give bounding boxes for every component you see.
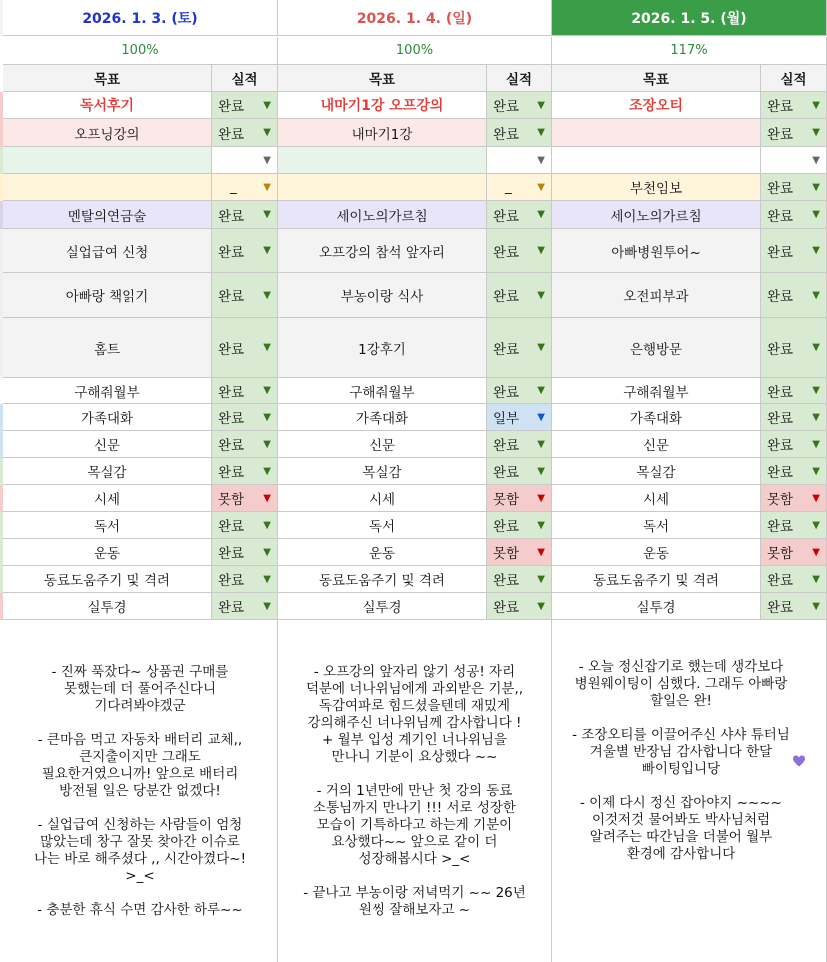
goal-text: 구해줘월부 (74, 384, 140, 401)
result-dropdown[interactable] (761, 539, 827, 566)
goal-cell[interactable] (278, 593, 487, 620)
goal-text: 동료도움주기 및 격려 (44, 573, 170, 589)
result-text: 못함 (767, 546, 794, 562)
goal-cell[interactable] (3, 318, 212, 378)
result-text: _ (505, 179, 512, 195)
goal-cell[interactable] (278, 174, 487, 201)
goal-cell[interactable] (552, 92, 761, 119)
result-column-header (212, 65, 278, 92)
dropdown-arrow-icon[interactable]: ▼ (537, 492, 545, 504)
goal-text: 시세 (93, 492, 121, 508)
result-dropdown[interactable] (487, 318, 552, 378)
goal-cell[interactable] (552, 201, 761, 229)
goal-cell[interactable] (278, 512, 487, 539)
dropdown-arrow-icon[interactable]: ▼ (263, 289, 271, 301)
dropdown-arrow-icon[interactable]: ▼ (263, 492, 271, 504)
result-text: 완료 (218, 546, 245, 562)
goal-text: 운동 (93, 546, 121, 562)
dropdown-arrow-icon[interactable]: ▼ (263, 245, 271, 256)
dropdown-arrow-icon[interactable]: ▼ (812, 154, 820, 166)
goal-text: 은행방문 (629, 341, 683, 358)
dropdown-arrow-icon[interactable]: ▼ (263, 519, 271, 531)
goal-cell[interactable] (3, 174, 212, 201)
result-text: 완료 (767, 208, 794, 225)
result-text: 완료 (767, 573, 794, 589)
goal-cell[interactable] (552, 273, 761, 318)
goal-text: 구해줘월부 (349, 384, 415, 401)
result-dropdown[interactable] (212, 119, 278, 147)
goal-text: 실투경 (362, 600, 402, 616)
percent-value: 100% (121, 43, 159, 58)
result-text: 완료 (493, 519, 520, 535)
dropdown-arrow-icon[interactable]: ▼ (812, 519, 820, 531)
result-text: 완료 (218, 289, 245, 305)
result-dropdown[interactable] (487, 404, 552, 431)
row-color-marker (0, 404, 3, 431)
row-color-marker (0, 119, 3, 147)
result-text: 완료 (767, 126, 794, 143)
result-dropdown[interactable] (761, 431, 827, 458)
result-dropdown[interactable] (761, 229, 827, 273)
result-text: 완료 (218, 208, 245, 225)
row-color-marker (0, 378, 3, 404)
result-dropdown[interactable] (761, 378, 827, 404)
dropdown-arrow-icon[interactable]: ▼ (537, 245, 545, 256)
row-color-marker (0, 539, 3, 566)
goal-cell[interactable] (278, 201, 487, 229)
goal-cell[interactable] (3, 201, 212, 229)
result-dropdown[interactable] (212, 593, 278, 620)
goal-text: 오전피부과 (623, 289, 689, 305)
result-dropdown[interactable] (487, 201, 552, 229)
dropdown-arrow-icon[interactable]: ▼ (812, 289, 820, 301)
goal-cell[interactable] (278, 318, 487, 378)
result-dropdown[interactable] (487, 92, 552, 119)
result-dropdown[interactable] (212, 431, 278, 458)
result-text: 완료 (218, 519, 245, 535)
result-text: 완료 (218, 244, 245, 261)
result-text: 완료 (218, 465, 245, 481)
result-dropdown[interactable] (487, 593, 552, 620)
goal-cell[interactable] (3, 566, 212, 593)
goal-text: 가족대화 (355, 411, 409, 427)
goal-cell[interactable] (552, 147, 761, 174)
goal-text: 멘탈의연금술 (67, 208, 147, 225)
goal-cell[interactable] (278, 378, 487, 404)
goal-text: 실투경 (636, 600, 676, 616)
completion-percent (552, 37, 827, 65)
goal-cell[interactable] (278, 147, 487, 174)
result-dropdown[interactable] (212, 174, 278, 201)
dropdown-arrow-icon[interactable]: ▼ (537, 600, 545, 612)
result-dropdown[interactable] (761, 318, 827, 378)
dropdown-arrow-icon[interactable]: ▼ (812, 342, 820, 353)
result-dropdown[interactable] (212, 147, 278, 174)
goal-text: 동료도움주기 및 격려 (593, 573, 719, 589)
result-text: 완료 (218, 600, 245, 616)
goal-cell[interactable] (3, 458, 212, 485)
result-dropdown[interactable] (212, 201, 278, 229)
goal-text: 목실감 (636, 465, 676, 481)
result-dropdown[interactable] (761, 566, 827, 593)
goal-cell[interactable] (552, 566, 761, 593)
dropdown-arrow-icon[interactable]: ▼ (812, 127, 820, 138)
result-text: 완료 (767, 519, 794, 535)
goal-text: 내마기1강 (351, 126, 413, 143)
result-text: 완료 (218, 384, 245, 401)
dropdown-arrow-icon[interactable]: ▼ (537, 99, 545, 111)
result-text: 완료 (493, 465, 520, 481)
row-color-marker (0, 229, 3, 273)
result-header-label: 실적 (231, 72, 258, 88)
dropdown-arrow-icon[interactable]: ▼ (263, 600, 271, 612)
goal-cell[interactable] (3, 485, 212, 512)
result-column-header (487, 65, 552, 92)
result-text: 완료 (493, 126, 520, 143)
goal-text: 독서 (642, 519, 670, 535)
heart-wrap (790, 753, 806, 770)
goal-cell[interactable] (3, 92, 212, 119)
row-color-marker (0, 318, 3, 378)
result-text: 완료 (767, 438, 794, 454)
goal-column-header (552, 65, 761, 92)
result-dropdown[interactable] (212, 566, 278, 593)
goal-text: 오프닝강의 (74, 126, 140, 143)
result-dropdown[interactable] (487, 147, 552, 174)
result-dropdown[interactable] (487, 566, 552, 593)
date-header-3[interactable] (552, 0, 827, 36)
row-color-marker (0, 485, 3, 512)
goal-cell[interactable] (552, 404, 761, 431)
goal-cell[interactable] (3, 273, 212, 318)
goal-cell[interactable] (278, 458, 487, 485)
dropdown-arrow-icon[interactable]: ▼ (537, 181, 545, 193)
result-dropdown[interactable] (487, 431, 552, 458)
goal-cell[interactable] (552, 378, 761, 404)
row-color-marker (0, 431, 3, 458)
goal-cell[interactable] (278, 404, 487, 431)
dropdown-arrow-icon[interactable]: ▼ (812, 411, 820, 423)
goal-text: 내마기1강 오프강의 (320, 98, 444, 114)
goal-cell[interactable] (278, 485, 487, 512)
result-text: 완료 (767, 465, 794, 481)
result-text: 완료 (493, 438, 520, 454)
result-text: 완료 (767, 411, 794, 427)
percent-value: 100% (395, 43, 434, 58)
goal-cell[interactable] (552, 458, 761, 485)
goal-header-label: 목표 (368, 72, 396, 88)
row-color-marker (0, 273, 3, 318)
row-color-marker (0, 201, 3, 229)
result-dropdown[interactable] (212, 485, 278, 512)
result-text: 완료 (767, 289, 794, 305)
goal-cell[interactable] (278, 119, 487, 147)
result-column-header (761, 65, 827, 92)
dropdown-arrow-icon[interactable]: ▼ (263, 127, 271, 138)
dropdown-arrow-icon[interactable]: ▼ (263, 209, 271, 220)
result-dropdown[interactable] (212, 273, 278, 318)
goal-cell[interactable] (3, 593, 212, 620)
row-color-marker (0, 593, 3, 620)
result-text: 완료 (218, 438, 245, 454)
result-text: 완료 (218, 99, 245, 115)
goal-cell[interactable] (278, 539, 487, 566)
result-dropdown[interactable] (212, 539, 278, 566)
dropdown-arrow-icon[interactable]: ▼ (812, 438, 820, 450)
dropdown-arrow-icon[interactable]: ▼ (263, 342, 271, 353)
dropdown-arrow-icon[interactable]: ▼ (812, 492, 820, 504)
goal-text: 가족대화 (629, 411, 683, 427)
date-label: 2026. 1. 5. (월) (631, 10, 747, 27)
goal-cell[interactable] (278, 431, 487, 458)
result-text: 일부 (493, 411, 520, 427)
goal-text: 아빠랑 책읽기 (65, 289, 149, 305)
date-label: 2026. 1. 4. (일) (356, 10, 473, 27)
result-dropdown[interactable] (761, 593, 827, 620)
goal-text: 운동 (368, 546, 396, 562)
goal-text: 가족대화 (80, 411, 134, 427)
dropdown-arrow-icon[interactable]: ▼ (263, 573, 271, 585)
completion-percent (278, 37, 552, 65)
result-text: 못함 (218, 492, 245, 508)
result-text: 완료 (218, 573, 245, 589)
goal-cell[interactable] (3, 539, 212, 566)
goal-text: 홈트 (93, 341, 121, 358)
result-text: 완료 (493, 341, 520, 358)
date-label: 2026. 1. 3. (토) (82, 10, 198, 27)
goal-text: 실업급여 신청 (65, 244, 149, 261)
purple-heart-icon (792, 755, 806, 767)
goal-cell[interactable] (3, 431, 212, 458)
goal-text: 오프강의 참석 앞자리 (319, 244, 445, 261)
result-text: 완료 (767, 600, 794, 616)
result-text: 못함 (493, 546, 520, 562)
result-dropdown[interactable] (761, 458, 827, 485)
dropdown-arrow-icon[interactable]: ▼ (537, 385, 545, 396)
result-dropdown[interactable] (212, 512, 278, 539)
goal-cell[interactable] (552, 512, 761, 539)
dropdown-arrow-icon[interactable]: ▼ (263, 438, 271, 450)
goal-header-label: 목표 (642, 72, 670, 88)
dropdown-arrow-icon[interactable]: ▼ (537, 154, 545, 166)
dropdown-arrow-icon[interactable]: ▼ (537, 465, 545, 477)
result-dropdown[interactable] (761, 485, 827, 512)
goal-cell[interactable] (278, 273, 487, 318)
result-dropdown[interactable] (487, 458, 552, 485)
dropdown-arrow-icon[interactable]: ▼ (537, 411, 545, 423)
goal-text: 독서 (368, 519, 396, 535)
goal-cell[interactable] (3, 404, 212, 431)
dropdown-arrow-icon[interactable]: ▼ (812, 181, 820, 193)
dropdown-arrow-icon[interactable]: ▼ (537, 209, 545, 220)
result-dropdown[interactable] (212, 92, 278, 119)
goal-cell[interactable] (278, 229, 487, 273)
result-text: 완료 (767, 181, 794, 197)
goal-text: 시세 (368, 492, 396, 508)
goal-text: 목실감 (362, 465, 402, 481)
goal-text: 부천임보 (629, 181, 683, 197)
result-dropdown[interactable] (487, 512, 552, 539)
result-header-label: 실적 (780, 72, 807, 88)
percent-value: 117% (670, 43, 708, 58)
goal-text: 아빠병원투어~ (611, 244, 701, 261)
result-dropdown[interactable] (212, 404, 278, 431)
goal-text: 독서 (93, 519, 121, 535)
result-text: 완료 (218, 341, 245, 358)
dropdown-arrow-icon[interactable]: ▼ (812, 546, 820, 558)
daily-memo[interactable] (278, 620, 552, 962)
completion-percent (3, 37, 278, 65)
result-text: 완료 (767, 99, 794, 115)
result-dropdown[interactable] (487, 485, 552, 512)
result-dropdown[interactable] (487, 174, 552, 201)
goal-text: 조장오티 (628, 98, 684, 114)
row-color-marker (0, 174, 3, 201)
goal-text: 목실감 (87, 465, 127, 481)
goal-column-header (278, 65, 487, 92)
result-text: 완료 (767, 384, 794, 401)
dropdown-arrow-icon[interactable]: ▼ (537, 342, 545, 353)
memo-text: - 오늘 정신잡기로 했는데 생각보다 병원웨이팅이 심했다. 그래두 아빠랑 할일은 완! - 조장오티를 이끌어주신 샤샤 튜터님 겨울별 반장님 감사합니다 한달 빠이팅입니당 - 이제 다시 정신 잡아야지 ~~~~ 이것저것 물어봐도 박사님처럼 알려주는 따간님을 더불어 월부 환경에 감사합니다 (572, 659, 790, 862)
result-header-label: 실적 (505, 72, 533, 88)
goal-cell[interactable] (3, 229, 212, 273)
result-dropdown[interactable] (212, 378, 278, 404)
goal-header-label: 목표 (93, 72, 121, 88)
goal-text: 신문 (368, 438, 396, 454)
dropdown-arrow-icon[interactable]: ▼ (812, 465, 820, 477)
result-dropdown[interactable] (761, 92, 827, 119)
result-text: 완료 (767, 244, 794, 261)
goal-cell[interactable] (3, 119, 212, 147)
row-color-marker (0, 566, 3, 593)
memo-text: - 진짜 푹잤다~ 상품권 구매를 못했는데 더 풀어주신다니 기다려봐야겠군 - 큰마음 먹고 자동차 배터리 교체,, 큰지출이지만 그래도 필요한거였으니까! 앞으로 배터리 방전될 일은 당분간 없겠다! - 실업급여 신청하는 사람들이 엄청 많았는데 창구 잘못 찾아간 이슈로 나는 바로 해주셨다 ,, 시간아꼈다~! >_< - 충분한 휴식 수면 감사한 하루~~ (33, 663, 246, 918)
row-color-marker (0, 147, 3, 174)
dropdown-arrow-icon[interactable]: ▼ (263, 385, 271, 396)
goal-text: 세이노의가르침 (336, 208, 428, 225)
result-dropdown[interactable] (761, 201, 827, 229)
row-color-marker (0, 458, 3, 485)
dropdown-arrow-icon[interactable]: ▼ (537, 546, 545, 558)
dropdown-arrow-icon[interactable]: ▼ (263, 154, 271, 166)
dropdown-arrow-icon[interactable]: ▼ (537, 438, 545, 450)
dropdown-arrow-icon[interactable]: ▼ (263, 99, 271, 111)
row-color-marker (0, 512, 3, 539)
daily-memo[interactable] (3, 620, 278, 962)
goal-text: 세이노의가르침 (610, 208, 702, 225)
goal-cell[interactable] (552, 174, 761, 201)
dropdown-arrow-icon[interactable]: ▼ (263, 411, 271, 423)
goal-cell[interactable] (3, 378, 212, 404)
result-dropdown[interactable] (487, 229, 552, 273)
dropdown-arrow-icon[interactable]: ▼ (263, 546, 271, 558)
result-dropdown[interactable] (761, 119, 827, 147)
goal-cell[interactable] (278, 566, 487, 593)
goal-cell[interactable] (552, 593, 761, 620)
goal-cell[interactable] (552, 431, 761, 458)
goal-cell[interactable] (3, 512, 212, 539)
result-text: 완료 (493, 99, 520, 115)
dropdown-arrow-icon[interactable]: ▼ (812, 600, 820, 612)
goal-text: 운동 (642, 546, 670, 562)
result-text: 완료 (493, 289, 520, 305)
dropdown-arrow-icon[interactable]: ▼ (537, 573, 545, 585)
result-text: 완료 (493, 600, 520, 616)
dropdown-arrow-icon[interactable]: ▼ (537, 127, 545, 138)
result-text: 완료 (218, 411, 245, 427)
result-dropdown[interactable] (761, 404, 827, 431)
result-dropdown[interactable] (761, 147, 827, 174)
goal-cell[interactable] (552, 119, 761, 147)
goal-text: 동료도움주기 및 격려 (319, 573, 445, 589)
result-text: 못함 (493, 492, 520, 508)
result-dropdown[interactable] (487, 273, 552, 318)
dropdown-arrow-icon[interactable]: ▼ (537, 519, 545, 531)
goal-cell[interactable] (278, 92, 487, 119)
goal-cell[interactable] (552, 539, 761, 566)
result-text: 완료 (493, 384, 520, 401)
result-text: 완료 (493, 573, 520, 589)
result-dropdown[interactable] (761, 512, 827, 539)
date-header-2[interactable] (278, 0, 552, 36)
goal-column-header (3, 65, 212, 92)
dropdown-arrow-icon[interactable]: ▼ (537, 289, 545, 301)
goal-text: 신문 (93, 438, 121, 454)
dropdown-arrow-icon[interactable]: ▼ (812, 573, 820, 585)
goal-cell[interactable] (552, 229, 761, 273)
result-text: 못함 (767, 492, 794, 508)
goal-cell[interactable] (552, 318, 761, 378)
goal-text: 실투경 (87, 600, 127, 616)
result-dropdown[interactable] (761, 273, 827, 318)
result-text: _ (230, 179, 237, 195)
result-dropdown[interactable] (761, 174, 827, 201)
result-dropdown[interactable] (487, 119, 552, 147)
goal-text: 구해줘월부 (623, 384, 689, 401)
result-dropdown[interactable] (212, 229, 278, 273)
dropdown-arrow-icon[interactable]: ▼ (812, 245, 820, 256)
goal-text: 독서후기 (79, 98, 135, 114)
dropdown-arrow-icon[interactable]: ▼ (812, 99, 820, 111)
result-text: 완료 (493, 208, 520, 225)
result-dropdown[interactable] (212, 458, 278, 485)
dropdown-arrow-icon[interactable]: ▼ (263, 465, 271, 477)
row-color-marker (0, 92, 3, 119)
dropdown-arrow-icon[interactable]: ▼ (812, 209, 820, 220)
daily-memo[interactable] (552, 620, 827, 962)
goal-text: 부농이랑 식사 (340, 289, 424, 305)
dropdown-arrow-icon[interactable]: ▼ (812, 385, 820, 396)
dropdown-arrow-icon[interactable]: ▼ (263, 181, 271, 193)
date-header-1[interactable] (3, 0, 278, 36)
result-dropdown[interactable] (212, 318, 278, 378)
goal-cell[interactable] (552, 485, 761, 512)
result-text: 완료 (767, 341, 794, 358)
result-text: 완료 (218, 126, 245, 143)
goal-cell[interactable] (3, 147, 212, 174)
result-dropdown[interactable] (487, 539, 552, 566)
memo-text: - 오프강의 앞자리 않기 성공! 자리 덕분에 너나위님에게 과외받은 기분,, 독감여파로 힘드셨을텐데 재밌게 강의해주신 너나위님께 감사합니다 ! + 월부 입성 계기인 너나위님을 만나니 기분이 요상했다 ~~ - 거의 1년만에 만난 첫 강의 동료 소통님까지 만나기 !!! 서로 성장한 모습이 기특하다고 하는게 기분이 요상했다~~ 앞으로 같이 더 성장해봅시다 >_< - 끝나고 부농이랑 저녁먹기 ~~ 26년 원씽 잘해보자고 ~ (303, 663, 526, 918)
goal-text: 시세 (642, 492, 670, 508)
goal-text: 1강후기 (358, 341, 406, 358)
goal-text: 신문 (642, 438, 670, 454)
result-dropdown[interactable] (487, 378, 552, 404)
result-text: 완료 (493, 244, 520, 261)
